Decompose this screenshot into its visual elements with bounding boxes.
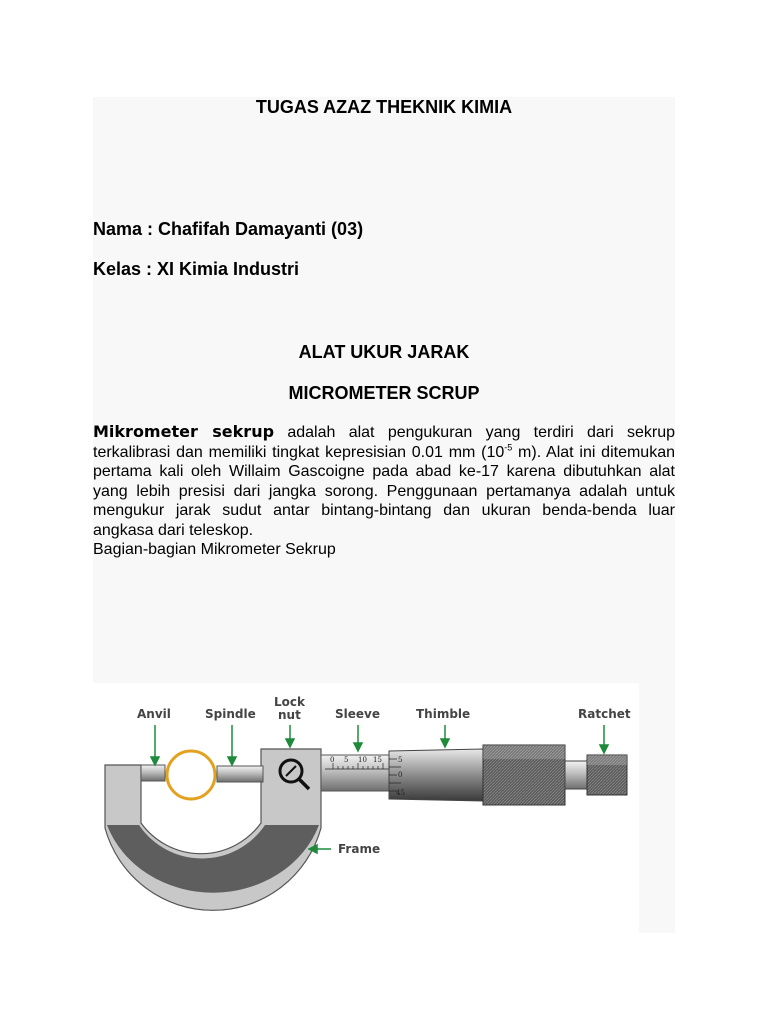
thimble-scale-5: 5 <box>398 756 403 764</box>
paragraph-superscript: -5 <box>504 442 513 453</box>
paragraph-text-a: adalah alat pengukuran yang terdiri dari sekrup terkalibrasi dan memiliki tingkat kepresisian 0.01 mm (10 <box>93 424 675 461</box>
anvil <box>141 765 165 781</box>
ratchet <box>565 755 627 795</box>
sleeve-scale-15: 15 <box>373 756 382 764</box>
thimble-scale-0: 0 <box>398 771 403 779</box>
label-frame: Frame <box>338 842 381 856</box>
parts-subheading: Bagian-bagian Mikrometer Sekrup <box>93 541 336 558</box>
paragraph-term: Mikrometer sekrup <box>93 422 275 441</box>
class-line: Kelas : XI Kimia Industri <box>93 259 300 279</box>
heading-alat-ukur: ALAT UKUR JARAK <box>298 342 470 362</box>
label-anvil: Anvil <box>137 707 171 721</box>
document-title: TUGAS AZAZ THEKNIK KIMIA <box>255 97 513 117</box>
paragraph-text-b: m). Alat ini ditemukan pertama kali oleh Willaim Gascoigne pada abad ke-17 karena dibutuhkan alat yang lebih presisi dari jangka sorong. Penggunaan pertamanya adalah untuk mengukur jarak sudut antar bintang-bintang dan ukuran benda-benda luar angkasa dari teleskop. <box>93 443 676 539</box>
sleeve-scale-10: 10 <box>358 756 367 764</box>
label-ratchet: Ratchet <box>578 707 631 721</box>
measured-object-ring <box>167 751 215 799</box>
label-lock-nut-line1: Lock <box>274 695 305 709</box>
name-line: Nama : Chafifah Damayanti (03) <box>93 219 364 239</box>
thimble <box>389 745 565 805</box>
label-sleeve: Sleeve <box>335 707 380 721</box>
micrometer-illustration <box>93 683 639 933</box>
description-paragraph <box>93 422 675 540</box>
micrometer-diagram <box>93 683 639 933</box>
thimble-scale-45: 45 <box>396 789 405 797</box>
label-lock-nut-line2: nut <box>278 708 301 722</box>
sleeve-scale-0: 0 <box>330 756 335 764</box>
sleeve-scale-5: 5 <box>344 756 349 764</box>
sleeve <box>321 755 389 791</box>
heading-micrometer: MICROMETER SCRUP <box>288 383 480 403</box>
label-spindle: Spindle <box>205 707 256 721</box>
label-thimble: Thimble <box>416 707 471 721</box>
spindle <box>217 766 263 782</box>
